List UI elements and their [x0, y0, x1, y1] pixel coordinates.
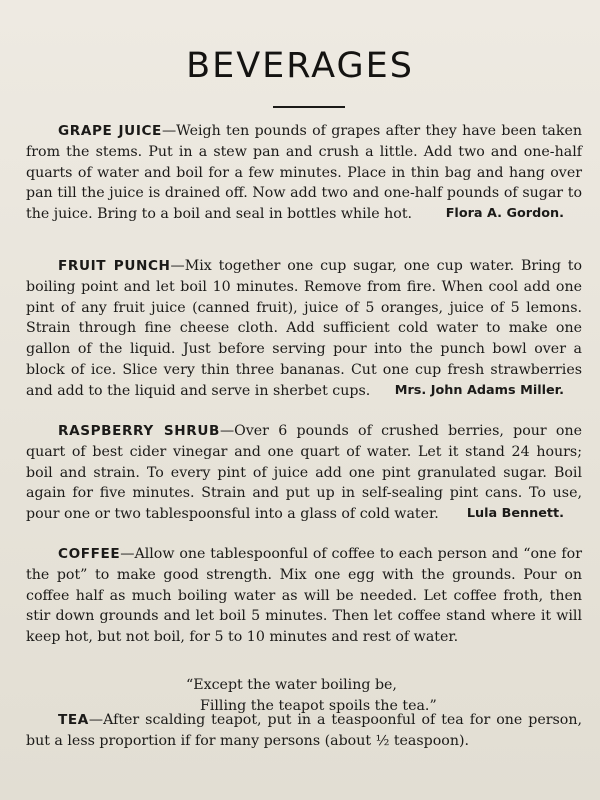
recipe-raspberry-shrub	[26, 421, 582, 525]
recipe-name: COFFEE	[58, 546, 121, 562]
page-title: BEVERAGES	[186, 46, 414, 86]
recipe-author: Lula Bennett.	[466, 506, 564, 522]
recipe-coffee	[26, 544, 582, 648]
recipe-text: —Over 6 pounds of crushed berries, pour one quart of best cider vinegar and one quart of water. Let it stand 24 hours; boil and strain. To every pint of juice add one pint granulated sugar. Boil again for five minutes. Strain and put up in self-sealing pint cans. To use, pour one or two tablespoonsful into a glass of cold water.	[26, 423, 582, 523]
recipe-text: —Mix together one cup sugar, one cup water. Bring to boiling point and let boil 10 minutes. Remove from fire. When cool add one pint of any fruit juice (canned fruit), juice of 5 oranges, juice of 5 lemons. Strain through fine cheese cloth. Add sufficient cold water to make one gallon of the liquid. Just before serving pour into the punch bowl over a block of ice. Slice very thin three bananas. Cut one cup fresh strawberries and add to the liquid and serve in sherbet cups.	[26, 258, 582, 399]
recipe-text: —After scalding teapot, put in a teaspoonful of tea for one person, but a less proportion if for many persons (about ½ teaspoon).	[26, 712, 582, 749]
recipe-name: RASPBERRY SHRUB	[58, 423, 220, 439]
recipe-grape-juice	[26, 121, 582, 225]
recipe-text: —Allow one tablespoonful of coffee to each person and “one for the pot” to make good strength. Mix one egg with the grounds. Pour on coffee half as much boiling water as will be needed. Let coffee froth, then stir down grounds and let boil 5 minutes. Then let coffee stand where it will keep hot, but not boil, for 5 to 10 minutes and rest of water.	[26, 546, 582, 646]
recipe-author: Mrs. John Adams Miller.	[394, 382, 564, 398]
recipe-name: FRUIT PUNCH	[58, 258, 171, 274]
title-divider	[273, 106, 345, 108]
verse-line-1: “Except the water boiling be,	[186, 677, 397, 693]
recipe-name: GRAPE JUICE	[58, 123, 162, 139]
recipe-text: —Weigh ten pounds of grapes after they have been taken from the stems. Put in a stew pan and crush a little. Add two and one-half quarts of water and boil for a few minutes. Place in thin bag and hang over pan till the juice is drained off. Now add two and one-half pounds of sugar to the juice. Bring to a boil and seal in bottles while hot.	[26, 123, 582, 223]
recipe-author: Flora A. Gordon.	[445, 206, 564, 222]
verse-line-2: Filling the teapot spoils the tea.”	[200, 697, 437, 714]
recipe-fruit-punch	[26, 256, 582, 402]
recipe-tea	[26, 710, 582, 752]
recipe-name: TEA	[58, 712, 89, 728]
